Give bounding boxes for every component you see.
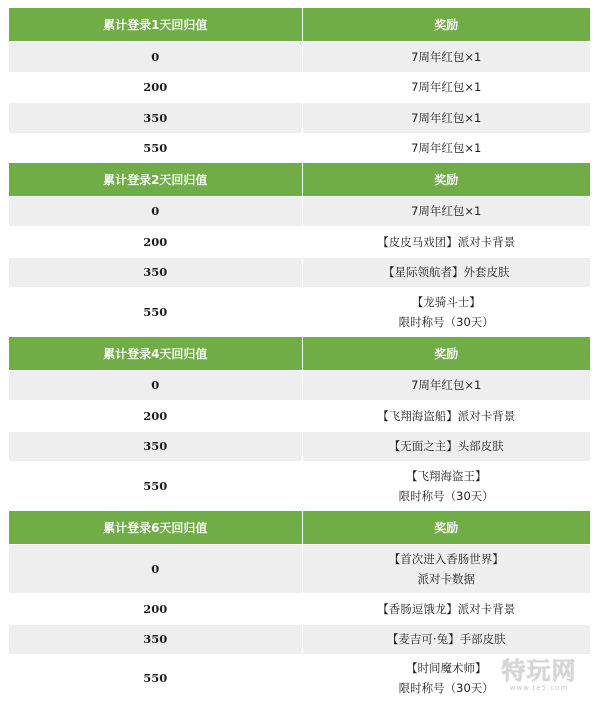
reward-line: 【香肠逗饿龙】派对卡背景 [377,601,516,616]
cell-reward [302,257,590,287]
reward-line: 【龙骑斗士】 [411,295,481,310]
cell-value: 550 [9,654,302,702]
reward-line: 派对卡数据 [417,571,475,586]
reward-line: 限时称号（30天） [398,315,494,330]
reward-line: 【无面之主】头部皮肤 [388,439,504,453]
header-login-value: 累计登录1天回归值 [9,8,302,41]
reward-line: 7周年红包×1 [411,204,482,218]
table-row [9,593,590,624]
cell-reward [302,624,590,654]
cell-reward [302,544,590,593]
table-row [9,102,590,133]
table-row [9,257,590,287]
reward-tables [9,8,590,702]
cell-value: 0 [9,196,302,226]
table-header [9,511,590,544]
cell-value: 0 [9,544,302,593]
cell-reward [302,133,590,163]
cell-value: 200 [9,593,302,624]
table-row [9,196,590,226]
table-header [9,163,590,196]
header-login-value: 累计登录6天回归值 [9,511,302,544]
site-watermark [494,658,584,698]
reward-line: 【时间魔术师】 [406,661,487,676]
cell-value: 550 [9,461,302,511]
header-login-value: 累计登录2天回归值 [9,163,302,196]
reward-table-3 [9,337,590,511]
watermark-logo: 特玩网 [501,657,577,685]
cell-reward [302,72,590,102]
header-reward: 奖励 [302,163,590,196]
reward-line: 7周年红包×1 [411,80,482,94]
cell-value: 200 [9,226,302,257]
cell-reward [302,431,590,461]
reward-table-2 [9,163,590,337]
reward-line: 【麦吉可·兔】手部皮肤 [386,632,506,646]
table-row [9,226,590,257]
cell-reward [302,41,590,72]
cell-value: 350 [9,431,302,461]
table-header [9,8,590,41]
cell-reward [302,461,590,511]
table-row [9,431,590,461]
table-row [9,41,590,72]
table-row [9,461,590,511]
reward-line: 7周年红包×1 [411,378,482,392]
cell-reward [302,593,590,624]
reward-line: 7周年红包×1 [411,141,482,156]
cell-reward [302,400,590,431]
cell-value: 550 [9,287,302,337]
watermark-url: www.te5.com [509,684,569,692]
cell-value: 350 [9,102,302,133]
header-login-value: 累计登录4天回归值 [9,337,302,370]
reward-line: 限时称号（30天） [398,489,494,504]
cell-value: 350 [9,624,302,654]
table-row [9,72,590,102]
header-reward: 奖励 [302,337,590,370]
reward-line: 7周年红包×1 [411,49,482,64]
table-row [9,287,590,337]
reward-line: 7周年红包×1 [411,110,482,125]
cell-value: 550 [9,133,302,163]
header-reward: 奖励 [302,511,590,544]
reward-line: 【星际领航者】外套皮肤 [383,265,510,279]
reward-table-1 [9,8,590,163]
reward-line: 【飞翔海盗船】派对卡背景 [377,408,516,423]
reward-line: 【皮皮马戏团】派对卡背景 [377,234,516,249]
table-row [9,544,590,593]
cell-value: 350 [9,257,302,287]
cell-reward [302,370,590,400]
cell-reward [302,102,590,133]
cell-reward [302,196,590,226]
cell-value: 0 [9,370,302,400]
header-reward: 奖励 [302,8,590,41]
cell-value: 200 [9,400,302,431]
cell-value: 200 [9,72,302,102]
cell-reward [302,287,590,337]
table-row [9,400,590,431]
reward-line: 限时称号（30天） [398,681,494,696]
reward-line: 【首次进入香肠世界】 [388,551,504,566]
table-header [9,337,590,370]
reward-line: 【飞翔海盗王】 [406,469,487,484]
table-row [9,370,590,400]
table-row [9,133,590,163]
cell-reward [302,226,590,257]
table-row [9,624,590,654]
cell-value: 0 [9,41,302,72]
